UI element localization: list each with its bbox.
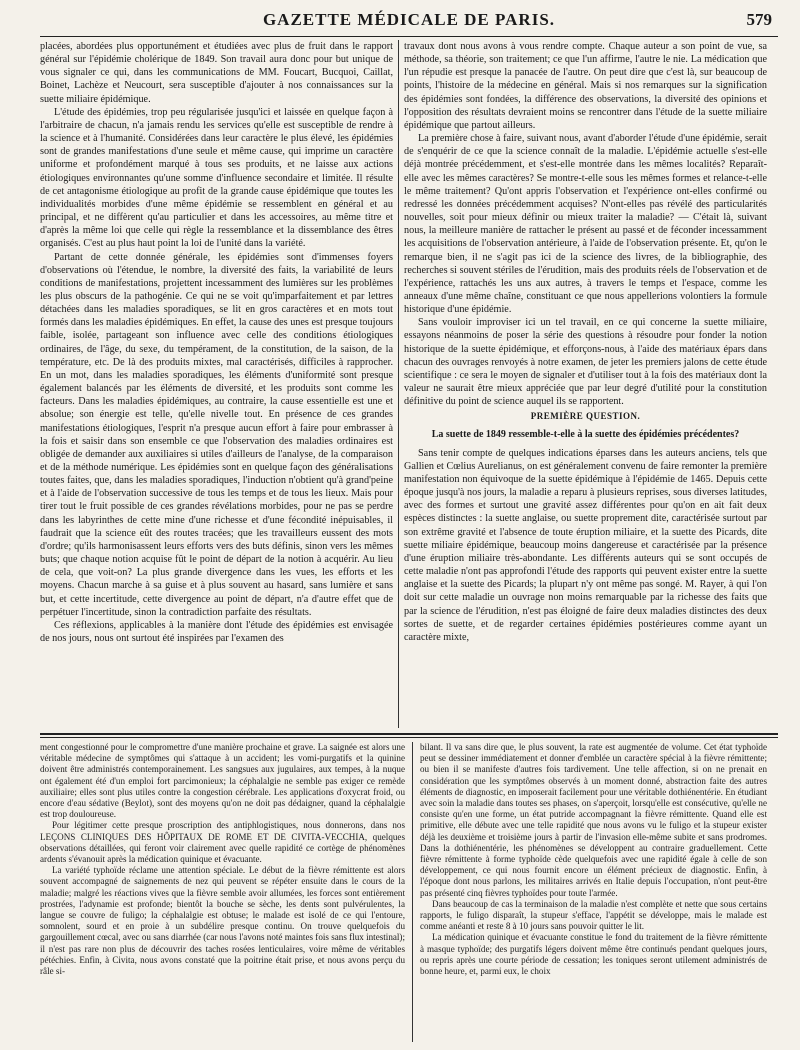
journal-title: GAZETTE MÉDICALE DE PARIS.	[262, 10, 556, 29]
paragraph: La variété typhoïde réclame une attention spéciale. Le début de la fièvre rémittente est alors souvent accompagné de saignements de nez qui peuvent se répéter ensuite dans le cours de la maladie; malgré les réactions vives que la fièvre semble avoir allumées, les forces sont entièrement prostrées, l'adynamie est profonde; bientôt la bouche se sèche, les dents sont pulvérulentes, la langue se couvre de fuligo; la céphalalgie est obtuse; le malade est isolé de ce qui l'entoure, somnolent, sourd et en proie à un subdélire presque continu. On trouve quelquefois du gargouillement cœcal, avec ou sans diarrhée (car nous l'avons noté maintes fois sans flux intestinal); il n'est pas rare non plus de découvrir des taches rosées lenticulaires, voire même de véritables pétéchies. Enfin, à Civita, nous avons constaté que la poitrine était prise, et nous avons perçu du râle si-	[40, 865, 405, 977]
paragraph: La médication quinique et évacuante constitue le fond du traitement de la fièvre rémittente à masque typhoïde; des purgatifs légers doivent même être continués pendant quelques jours, ou repris après une courte période de cessation; les toniques seront utilement administrés de bonne heure, et, parmi eux, le choix	[420, 932, 767, 977]
paragraph: Sans tenir compte de quelques indications éparses dans les auteurs anciens, tels que Gallien et Cœlius Aurelianus, on est généralement convenu de faire remonter la première manifestation non équivoque de la suette épidémique à l'épidémie de 1465. Depuis cette époque jusqu'à nos jours, la maladie a reparu à plusieurs reprises, sous diverses latitudes, avec des formes et surtout une gravité assez différentes pour qu'on en ait fait deux espèces distinctes : la suette anglaise, ou suette proprement dite, caractérisée surtout par son extrême gravité et l'absence de toute éruption miliaire, et la suette des Picards, dite suette miliaire épidémique, beaucoup moins dangereuse et caractérisée par la présence d'une éruption miliaire très-abondante. Les différents auteurs qui se sont occupés de cette maladie n'ont pas approfondi l'étude des rapports qui peuvent exister entre la suette anglaise et la suette des Picards; la plupart n'y ont même pas songé. M. Rayer, à qui l'on doit sur cette maladie un ouvrage non moins remarquable par la richesse des faits que par la science de l'érudition, n'est pas éloigné de faire deux maladies distinctes des deux sortes de suette, et de regarder certaines épidémies postérieures comme ayant un caractère mixte,	[404, 447, 767, 643]
paragraph: Dans beaucoup de cas la terminaison de la maladie n'est complète et nette que sous certains rapports, le fuligo disparaît, la stupeur s'efface, l'appétit se développe, mais le malade est comme anéanti et reste 8 à 10 jours sans pouvoir quitter le lit.	[420, 898, 767, 932]
lower-right-column	[420, 742, 767, 1042]
upper-left-column	[40, 40, 393, 728]
section-rule	[40, 733, 778, 735]
section-rule-thin	[40, 737, 778, 738]
paragraph: ment congestionné pour le compromettre d'une manière prochaine et grave. La saignée est alors une véritable médecine de symptômes qui s'attaque à un accident; les vomi-purgatifs et la quinine doivent être administrés contemporainement. Les sangsues aux jugulaires, aux tempes, à la nuque ont également été d'un emploi fort parcimonieux; la céphalalgie ne semble pas exiger ce remède auxiliaire; elles sont plus utiles contre la congestion cérébrale. Les applications d'oxycrat froid, ou encore d'eau sédative (Beylot), sont des moyens qu'on ne doit pas dédaigner, quand la céphalalgie est trop douloureuse.	[40, 742, 405, 820]
paragraph: travaux dont nous avons à vous rendre compte. Chaque auteur a son point de vue, sa méthode, sa théorie, son traitement; ce que l'un affirme, l'autre le nie. La médication que l'un répudie est presque la panacée de l'autre. On peut dire que c'est là, sur beaucoup de points, l'histoire de la médecine en général. Mais si nos remarques sur la signification des épidémies sont fondées, la différence des observations, la diversité des opinions et l'opposition des résultats devraient moins se rencontrer dans l'étude de la suette miliaire épidémique que partout ailleurs.	[404, 41, 767, 131]
paragraph: Sans vouloir improviser ici un tel travail, en ce qui concerne la suette miliaire, essayons néanmoins de poser la série des questions à résoudre pour fonder la notion historique de la suette épidémique, et efforçons-nous, à l'aide des matériaux épars dans chacun des ouvrages renvoyés à notre examen, de jeter les premiers jalons de cette étude scientifique : ce sera le moyen de signaler et d'utiliser tout à la fois des matériaux dont la valeur ne saurait être mieux appréciée que par leur degré d'utilité pour la constitution définitive du point de science auquel ils se rapportent.	[404, 317, 767, 408]
paragraph: L'étude des épidémies, trop peu régularisée jusqu'ici et laissée en quelque façon à l'arbitraire de chacun, n'a jamais rendu les services qu'elle est susceptible de rendre à la science et à l'humanité. Considérées dans leur caractère le plus élevé, les épidémies sont de grandes manifestations d'une seule et même cause, qui imprime un caractère uniforme et profondément marqué à tous ses produits, et ne laisse aux actions étiologiques environnantes qu'une somme d'influence secondaire et limitée. Il résulte de cet antagonisme étiologique au profit de la grande cause épidémique que toutes les individualités morbides d'une même épidémie se ressemblent en général et au principal, et ne diffèrent qu'au particulier et dans les accessoires, au même titre et d'après la même loi que celle qui règle la ressemblance et la dissemblance des êtres organisés. C'est au plus haut point la loi de l'unité dans la variété.	[40, 106, 393, 250]
paragraph: placées, abordées plus opportunément et étudiées avec plus de fruit dans le rapport général sur l'épidémie cholérique de 1849. Son travail aura donc pour but unique de vous signaler ce qui, dans les communications de MM. Foucart, Bucquoi, Caillat, Boinet, Lachèze et Neucourt, sera susceptible d'ajouter à nos connaissances sur la suette miliaire épidémique.	[40, 41, 393, 105]
header-rule	[40, 36, 778, 37]
lower-left-column	[40, 742, 405, 1042]
paragraph: Ces réflexions, applicables à la manière dont l'étude des épidémies est envisagée de nos jours, nous ont surtout été inspirées par l'examen des	[40, 619, 393, 645]
upper-right-column	[404, 40, 767, 728]
paragraph: La première chose à faire, suivant nous, avant d'aborder l'étude d'une épidémie, serait de s'enquérir de ce que la science connaît de la maladie. L'épidémie actuelle s'est-elle déjà montrée précédemment, et s'est-elle montrée dans les mêmes localités? Reparaît-elle avec les mêmes caractères? Se montre-t-elle sous les mêmes formes et relance-t-elle le même traitement? Qu'ont appris l'observation et l'expérience ont-elles confirmé ou redressé les données précédemment acquises? N'ont-elles pas révélé des particularités nouvelles, soit pour mieux définir ou mieux traiter la maladie? — C'était là, suivant nous, la meilleure manière de rattacher le présent au passé et de féconder incessamment les acquisitions de l'observation antérieure, à l'aide de l'observation présente. Et, qu'on le remarque bien, il ne s'agit pas ici de la science des livres, de la bibliographie, des recherches si souvent stériles de l'érudition, mais des produits réels de l'observation et de l'expérience, rattachés les uns aux autres, à travers le temps et l'espace, comme les anneaux d'une même chaîne, constituant ce que nous appellerions volontiers la formule historique d'une épidémie.	[404, 133, 767, 316]
page-number: 579	[746, 10, 772, 29]
paragraph: Partant de cette donnée générale, les épidémies sont d'immenses foyers d'observations où l'étendue, le nombre, la diversité des faits, la variabilité de leurs conditions de manifestations, projettent incessamment des lumières sur les problèmes les plus obscurs de la pathogénie. Ce qui ne se voit qu'imparfaitement et par lettres détachées dans les maladies sporadiques, se lit en gros caractères et en mots tout formés dans les maladies épidémiques. En effet, la cause des unes est presque toujours faible, isolée, partageant son influence avec celle des conditions étiologiques ordinaires, de l'âge, du sexe, du tempérament, de la constitution, de la saison, de la température, etc. De là des produits mixtes, mal caractérisés, difficiles à rapprocher. En un mot, dans les maladies sporadiques, les éléments d'uniformité sont presque également balancés par les éléments de diversité, et les produits sont comme les facteurs. Dans les maladies épidémiques, au contraire, la cause essentielle est une et absolue; son énergie est telle, qu'elle nivelle tout. En présence de ces grandes manifestations étiologiques, l'esprit n'a presque aucun effort à faire pour embrasser à la fois et saisir dans son ensemble ce que l'observation des maladies ordinaires est obligée de demander aux auxiliaires si utiles d'ailleurs de l'analyse, de la comparaison et de la méthode numérique. Les épidémies sont en quelque façon des généralisations toutes faites, que, dans les maladies sporadiques, l'induction n'obtient qu'à grand'peine et à l'aide de l'observation successive de tous les temps et de tous les lieux. Mais pour tirer tout le fruit possible de ces grandes révélations morbides, pour ne pas se perdre dans les labyrinthes de cette mine d'une richesse et d'une fécondité inépuisables, il faudrait que la science eût des routes tracées; que les travailleurs eussent des mots d'ordre; qu'ils harmonisassent leurs efforts vers des buts définis, sinon vers les mêmes buts; que chaque notion acquise fût le point de départ de la notion à acquérir. Au lieu de cela, que voit-on? La plus grande divergence dans les vues, les efforts et les moyens. Chacun marche à sa guise et à plus souvent au hasard, sans lumière et sans but, et cette incertitude, cette divergence au point de départ, n'a d'autre effet que de perpétuer l'incertitude, sinon la contradiction parfaite des résultats.	[40, 251, 393, 618]
section-question: La suette de 1849 ressemble-t-elle à la suette des épidémies précédentes?	[431, 428, 740, 440]
column-divider	[398, 40, 399, 728]
paragraph: Pour légitimer cette presque proscription des antiphlogistiques, nous donnerons, dans nos LEÇONS CLINIQUES DES HÔPITAUX DE ROME ET DE CIVITA-VECCHIA, quelques observations détaillées, qui feront voir clairement avec quelle rapidité ce cortège de phénomènes ardents s'évanouit après la médication quinique et évacuante.	[40, 820, 405, 865]
paragraph: bilant. Il va sans dire que, le plus souvent, la rate est augmentée de volume. Cet état typhoïde peut se dessiner immédiatement et donner d'emblée un caractère spécial à la fièvre rémittente; ou bien il se manifeste d'autres fois tardivement. Une telle affection, si on ne prenait en considération que les symptômes observés à un moment donné, abstraction faite des autres éléments de diagnostic, en imposerait facilement pour une véritable dothiénentérie. En étudiant avec soin la maladie dans toutes ses phases, on s'aperçoit, lorsqu'elle est consécutive, qu'elle ne consiste qu'en une forme, un état putride accompagnant la fièvre rémittente. Quand elle est primitive, elle débute avec une telle rapidité que nous avons vu le fuligo et la stupeur exister déjà les deuxième et troisième jours à partir de l'invasion elle-même subite et sans prodromes. Dans la dothiénentérie, les phénomènes se développent au contraire graduellement. Cette fièvre rémittente à forme typhoïde cède quelquefois avec une rapidité égale à celle de son développement, ce qui nous fournit encore un élément précieux de diagnostic. Enfin, à l'époque dont nous parlons, les militaires arrivés en Italie depuis l'occupation, n'ont peut-être pas présenté cinq fièvres typhoïdes pour toute l'armée.	[420, 742, 767, 898]
column-divider	[412, 742, 413, 1042]
page-header	[40, 6, 778, 34]
section-label: PREMIÈRE QUESTION.	[530, 411, 641, 422]
